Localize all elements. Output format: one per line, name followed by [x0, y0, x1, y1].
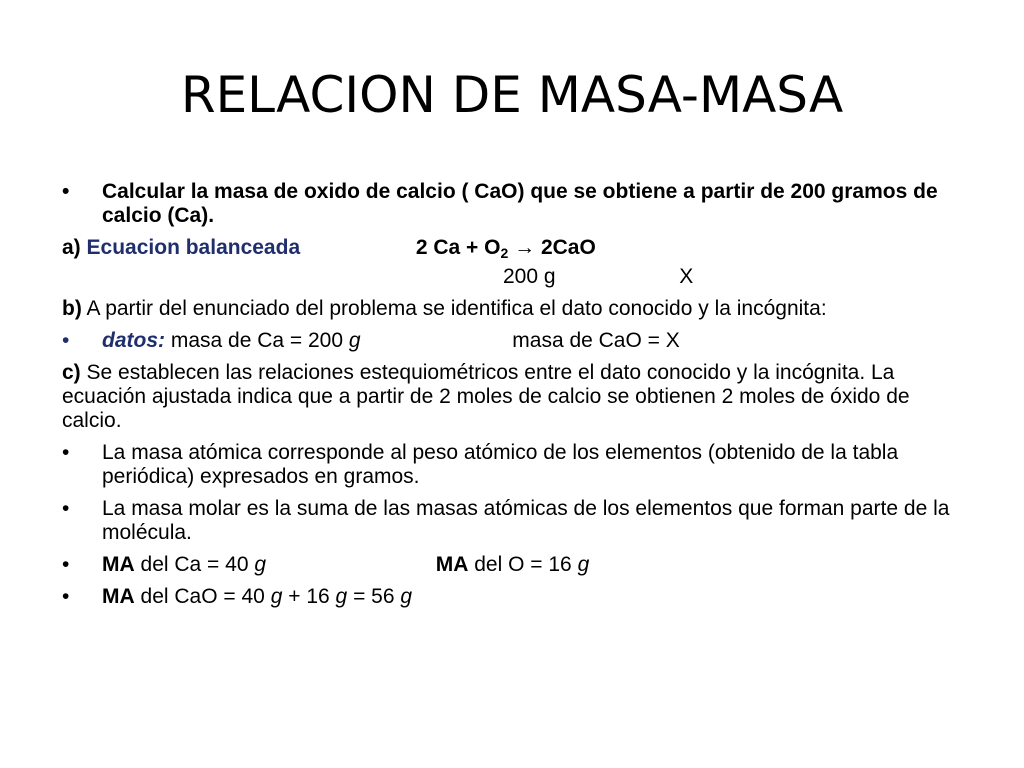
ma-cao-unit-3: g: [400, 585, 413, 608]
bullet-icon: •: [62, 180, 70, 203]
ma-cao-eq: = 56: [353, 585, 395, 608]
ma-ca-unit: g: [254, 553, 267, 576]
bullet-icon: •: [62, 329, 70, 352]
unknown-mass: X: [679, 265, 694, 288]
equation-subscript: 2: [500, 245, 509, 261]
step-a: [62, 236, 962, 265]
problem-text: Calcular la masa de oxido de calcio ( CaO) que se obtiene a partir de 200 gramos de calcio (Ca).: [102, 180, 938, 227]
masa-molar-text: La masa molar es la suma de las masas atómicas de los elementos que forman parte de la molécula.: [102, 497, 950, 544]
ma-cao-part1: del CaO = 40: [140, 585, 265, 608]
bullet-masa-atomica: [62, 441, 962, 489]
step-c-text: Se establecen las relaciones estequiométricos entre el dato conocido y la incógnita. La ecuación ajustada indica que a partir de 2 moles de calcio se obtienen 2 moles de óxido de calcio.: [62, 361, 910, 432]
bullet-masa-molar: [62, 497, 962, 545]
bullet-icon: •: [62, 553, 70, 576]
datos-line: [62, 329, 962, 353]
slide-body: [62, 180, 962, 609]
datos-ca-unit: g: [348, 329, 361, 352]
datos-cao: masa de CaO = X: [512, 329, 680, 352]
bullet-ma-values: [62, 553, 962, 577]
arrow-icon: →: [514, 236, 536, 259]
step-c: [62, 361, 962, 433]
step-c-label: c): [62, 361, 81, 384]
step-b: [62, 297, 962, 321]
ma-cao-plus: + 16: [288, 585, 330, 608]
bullet-icon: •: [62, 441, 70, 464]
given-mass: 200 g: [503, 265, 556, 288]
step-b-label: b): [62, 297, 82, 320]
step-a-label: a): [62, 236, 81, 259]
equation-values: [62, 265, 962, 289]
datos-ca: masa de Ca = 200: [170, 329, 344, 352]
equation: [416, 236, 596, 259]
ma-cao-unit-2: g: [335, 585, 348, 608]
bullet-icon: •: [62, 497, 70, 520]
slide-title: RELACION DE MASA-MASA: [180, 66, 844, 124]
ma-o-unit: g: [577, 553, 590, 576]
ma-label-o: MA: [435, 553, 469, 576]
ma-o: del O = 16: [474, 553, 572, 576]
problem-statement: [62, 180, 962, 228]
masa-atomica-text: La masa atómica corresponde al peso atómico de los elementos (obtenido de la tabla periódica) expresados en gramos.: [102, 441, 899, 488]
equation-left: 2 Ca + O: [415, 236, 501, 259]
ma-cao-unit-1: g: [270, 585, 283, 608]
step-b-text: A partir del enunciado del problema se identifica el dato conocido y la incógnita:: [86, 297, 827, 320]
equation-right: 2CaO: [540, 236, 596, 259]
ma-label: MA: [102, 553, 135, 576]
step-a-text: Ecuacion balanceada: [86, 236, 301, 259]
bullet-ma-cao: [62, 585, 962, 609]
bullet-icon: •: [62, 585, 70, 608]
ma-cao-label: MA: [102, 585, 135, 608]
ma-ca: del Ca = 40: [140, 553, 249, 576]
datos-label: datos:: [102, 329, 165, 352]
